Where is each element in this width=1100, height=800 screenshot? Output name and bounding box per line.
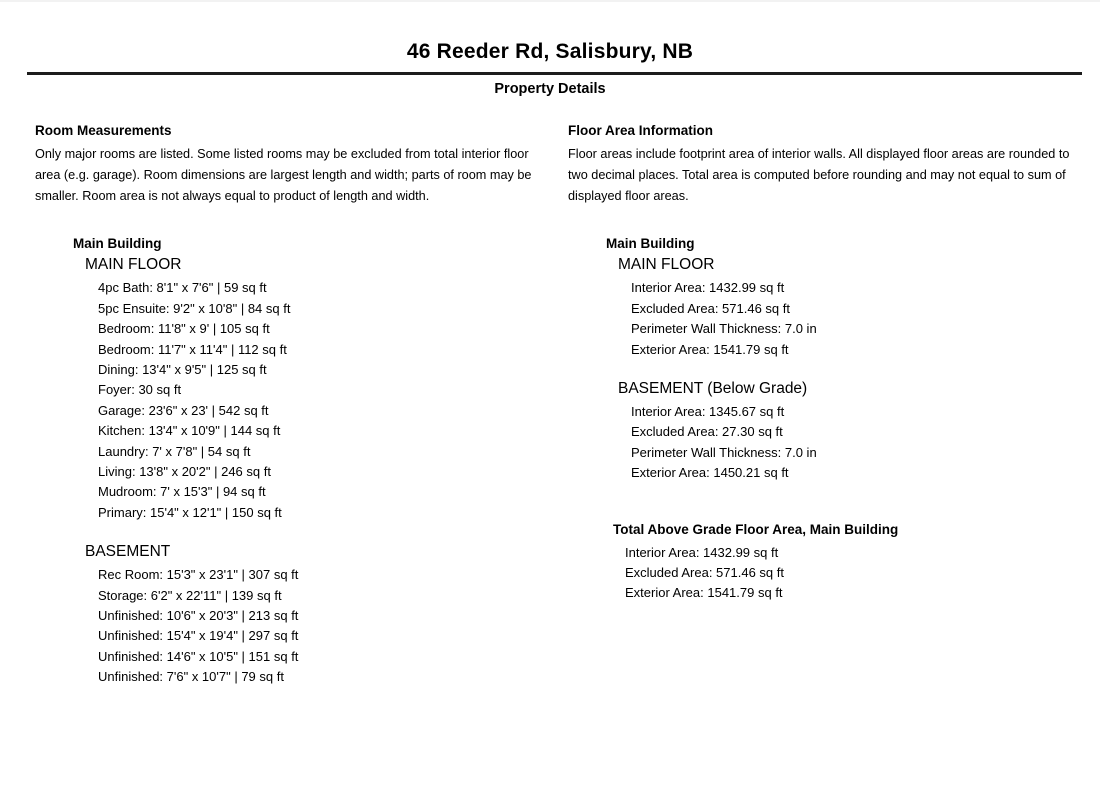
room-measurement-line: Unfinished: 7'6" x 10'7" | 79 sq ft — [98, 669, 284, 685]
floor-name: MAIN FLOOR — [618, 256, 715, 274]
floor-area-section — [568, 122, 1082, 708]
basement-area-block — [606, 380, 1082, 484]
room-measurement-line: Primary: 15'4" x 12'1" | 150 sq ft — [98, 504, 282, 520]
room-measurement-line: Kitchen: 13'4" x 10'9" | 144 sq ft — [98, 423, 281, 439]
floor-area-stat-line: Perimeter Wall Thickness: 7.0 in — [631, 321, 817, 337]
room-measurement-line: 4pc Bath: 8'1" x 7'6" | 59 sq ft — [98, 280, 267, 296]
floor-area-stat-line: Exterior Area: 1541.79 sq ft — [631, 341, 789, 357]
room-measurement-line: Laundry: 7' x 7'8" | 54 sq ft — [98, 443, 251, 459]
room-measurements-section — [35, 122, 550, 708]
room-measurement-line: Living: 13'8" x 20'2" | 246 sq ft — [98, 464, 271, 480]
room-measurement-line: Rec Room: 15'3" x 23'1" | 307 sq ft — [98, 567, 299, 583]
main-floor-rooms-block — [73, 256, 550, 523]
floor-area-stat-line: Excluded Area: 571.46 sq ft — [631, 300, 790, 316]
room-measurement-line: Storage: 6'2" x 22'11" | 139 sq ft — [98, 587, 282, 603]
floor-area-building-group — [568, 235, 1082, 483]
room-measurements-building-group — [35, 235, 550, 687]
room-measurement-line: Garage: 23'6" x 23' | 542 sq ft — [98, 402, 269, 418]
basement-area-stats — [618, 402, 1082, 484]
main-floor-area-block — [606, 256, 1082, 360]
total-above-grade-heading: Total Above Grade Floor Area, Main Building — [613, 521, 899, 537]
floor-area-stat-line: Excluded Area: 27.30 sq ft — [631, 424, 783, 440]
total-above-grade-group — [568, 521, 1082, 604]
room-measurement-line: Foyer: 30 sq ft — [98, 382, 182, 398]
floor-name: BASEMENT — [85, 543, 171, 561]
floor-area-stat-line: Excluded Area: 571.46 sq ft — [625, 565, 784, 581]
page-subtitle: Property Details — [494, 81, 606, 97]
room-measurement-line: Unfinished: 14'6" x 10'5" | 151 sq ft — [98, 648, 299, 664]
main-floor-area-stats — [618, 278, 1082, 360]
room-measurement-line: Unfinished: 15'4" x 19'4" | 297 sq ft — [98, 628, 299, 644]
content-columns — [0, 97, 1100, 708]
floor-area-stat-line: Exterior Area: 1450.21 sq ft — [631, 465, 789, 481]
room-measurement-line: 5pc Ensuite: 9'2" x 10'8" | 84 sq ft — [98, 300, 291, 316]
floor-area-description: Floor areas include footprint area of interior walls. All displayed floor areas are rounded to two decimal places. Total area is computed before rounding and may not equal to sum of displayed floor areas. — [568, 147, 1070, 203]
room-measurement-line: Mudroom: 7' x 15'3" | 94 sq ft — [98, 484, 266, 500]
page-header — [0, 2, 1100, 97]
room-measurement-line: Bedroom: 11'8" x 9' | 105 sq ft — [98, 321, 270, 337]
room-measurement-line: Unfinished: 10'6" x 20'3" | 213 sq ft — [98, 608, 299, 624]
basement-rooms-block — [73, 543, 550, 687]
building-name: Main Building — [606, 236, 695, 252]
floor-area-stat-line: Interior Area: 1432.99 sq ft — [625, 544, 779, 560]
main-floor-room-list — [85, 278, 550, 523]
room-measurements-description: Only major rooms are listed. Some listed rooms may be excluded from total interior floor area (e.g. garage). Room dimensions are largest length and width; parts of room may be smaller. Room area is not always equal to product of length and width. — [35, 147, 532, 203]
basement-room-list — [85, 565, 550, 687]
title-divider — [27, 72, 1082, 75]
room-measurement-line: Bedroom: 11'7" x 11'4" | 112 sq ft — [98, 341, 287, 357]
floor-name: BASEMENT (Below Grade) — [618, 380, 808, 398]
floor-area-stat-line: Exterior Area: 1541.79 sq ft — [625, 585, 783, 601]
room-measurements-heading: Room Measurements — [35, 123, 172, 138]
room-measurement-line: Dining: 13'4" x 9'5" | 125 sq ft — [98, 362, 267, 378]
building-name: Main Building — [73, 236, 162, 252]
floor-area-stat-line: Interior Area: 1432.99 sq ft — [631, 280, 785, 296]
floor-name: MAIN FLOOR — [85, 256, 182, 274]
page-title: 46 Reeder Rd, Salisbury, NB — [406, 40, 694, 63]
floor-area-heading: Floor Area Information — [568, 123, 714, 138]
property-details-page — [0, 2, 1100, 708]
floor-area-stat-line: Perimeter Wall Thickness: 7.0 in — [631, 444, 817, 460]
floor-area-stat-line: Interior Area: 1345.67 sq ft — [631, 404, 785, 420]
total-above-grade-stats — [613, 543, 1082, 604]
